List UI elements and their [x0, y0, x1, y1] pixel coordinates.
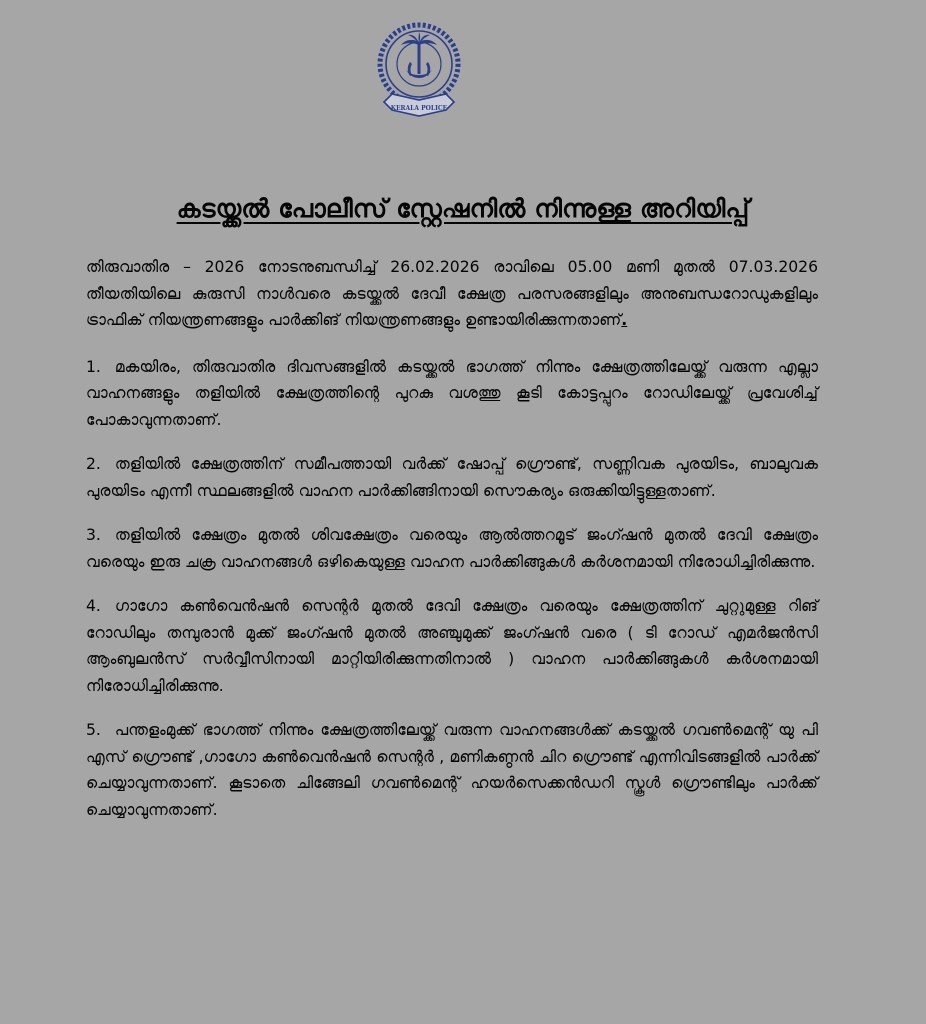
- list-item: [86, 522, 818, 575]
- list-item: [86, 717, 818, 823]
- item-text: പന്തളംമുക്ക് ഭാഗത്ത് നിന്നും ക്ഷേത്രത്തിലേയ്ക്ക് വരുന്ന വാഹനങ്ങൾക്ക് കടയ്ക്കൽ ഗവൺമെന്റ് യു പി എസ് ഗ്രൌണ്ട് ,ഗാഗോ കൺവെൻഷൻ സെന്റർ , മണികണ്ഠൻ ചിറ ഗ്രൌണ്ട് എന്നിവിടങ്ങളിൽ പാർക്ക് ചെയ്യാവുന്നതാണ്. കൂടാതെ ചിങ്ങേലി ഗവൺമെന്റ് ഹയർസെക്കൻഡറി സ്കൂൾ ഗ്രൌണ്ടിലും പാർക്ക് ചെയ്യാവുന്നതാണ്.: [86, 721, 818, 819]
- list-item: [86, 593, 818, 699]
- item-text: ഗാഗോ കൺവെൻഷൻ സെന്റർ മുതൽ ദേവി ക്ഷേത്രം വരെയും ക്ഷേത്രത്തിന് ചുറ്റുമുള്ള റിങ് റോഡിലും തമ്പുരാൻ മുക്ക് ജംഗ്ഷൻ മുതൽ അഞ്ചുമുക്ക് ജംഗ്ഷൻ വരെ ( ടി റോഡ് എമർജൻസി ആംബുലൻസ് സർവ്വീസിനായി മാറ്റിയിരിക്കുന്നതിനാൽ ) വാഹന പാർക്കിങ്ങുകൾ കർശനമായി നിരോധിച്ചിരിക്കുന്നു.: [86, 597, 818, 695]
- item-number: 4.: [86, 597, 101, 615]
- item-number: 3.: [86, 526, 101, 544]
- item-number: 2.: [86, 455, 101, 473]
- intro-text: തിരുവാതിര – 2026 നോടനുബന്ധിച്ച് 26.02.2026 രാവിലെ 05.00 മണി മുതൽ 07.03.2026 തീയതിയിലെ കുരുസി നാൾവരെ കടയ്ക്കൽ ദേവീ ക്ഷേത്ര പരസരങ്ങളിലും അനുബന്ധറോഡുകളിലും ട്രാഫിക് നിയന്ത്രണങ്ങളും പാർക്കിങ് നിയന്ത്രണങ്ങളും ഉണ്ടായിരിക്കുന്നതാണ്: [86, 258, 818, 329]
- list-item: [86, 451, 818, 504]
- item-number: 1.: [86, 357, 101, 376]
- item-text: തളിയിൽ ക്ഷേത്രത്തിന് സമീപത്തായി വർക്ക് ഷോപ്പ് ഗ്രൌണ്ട്, സണ്ണിവക പുരയിടം, ബാലുവക പുരയിടം എന്നീ സ്ഥലങ്ങളിൽ വാഹന പാർക്കിങ്ങിനായി സൌകര്യം ഒരുക്കിയിട്ടുള്ളതാണ്.: [86, 455, 818, 500]
- kerala-police-emblem-icon: [372, 18, 466, 126]
- item-text: മകയിരം, തിരുവാതിര ദിവസങ്ങളിൽ കടയ്ക്കൽ ഭാഗത്ത് നിന്നും ക്ഷേത്രത്തിലേയ്ക്ക് വരുന്ന എല്ലാ വാഹനങ്ങളും തളിയിൽ ക്ഷേത്രത്തിന്റെ പുറകു വശത്തു കൂടി കോട്ടപ്പുറം റോഡിലേയ്ക്ക് പ്രവേശിച്ച് പോകാവുന്നതാണ്.: [86, 357, 818, 429]
- item-text: തളിയിൽ ക്ഷേത്രം മുതൽ ശിവക്ഷേത്രം വരെയും ആൽത്തറമൂട് ജംഗ്ഷൻ മുതൽ ദേവി ക്ഷേത്രം വരെയും ഇരു ചക്ര വാഹനങ്ങൾ ഒഴികെയുള്ള വാഹന പാർക്കിങ്ങുകൾ കർശനമായി നിരോധിച്ചിരിക്കുന്നു.: [86, 526, 818, 571]
- notice-body: [86, 254, 818, 841]
- list-item: [86, 354, 818, 434]
- intro-paragraph: [86, 254, 818, 334]
- item-number: 5.: [86, 721, 101, 739]
- page-title: കടയ്ക്കൽ പോലീസ് സ്റ്റേഷനിൽ നിന്നുള്ള അറിയിപ്പ്: [176, 194, 750, 223]
- intro-period: .: [621, 311, 628, 329]
- emblem-motto: KERALA POLICE: [390, 105, 448, 112]
